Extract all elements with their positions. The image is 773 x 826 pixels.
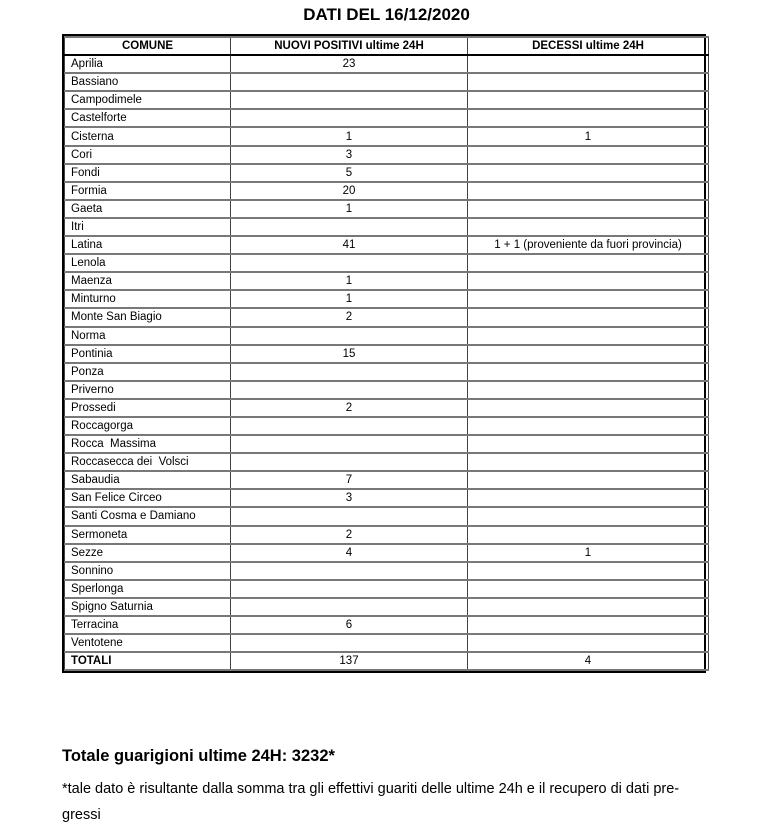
decessi-cell: 1 <box>468 127 709 145</box>
decessi-cell <box>468 489 709 507</box>
decessi-cell <box>468 435 709 453</box>
table-row <box>65 146 709 164</box>
decessi-cell <box>468 363 709 381</box>
decessi-cell <box>468 453 709 471</box>
decessi-cell <box>468 634 709 652</box>
positivi-cell <box>231 73 468 91</box>
decessi-cell <box>468 254 709 272</box>
decessi-cell <box>468 218 709 236</box>
comune-cell: Terracina <box>65 616 231 634</box>
comune-cell: Roccagorga <box>65 417 231 435</box>
decessi-cell <box>468 399 709 417</box>
data-table <box>64 36 709 671</box>
table-row <box>65 345 709 363</box>
table-row <box>65 417 709 435</box>
footer-note-line-2: gressi <box>62 807 101 823</box>
comune-cell: Norma <box>65 327 231 345</box>
table-row <box>65 182 709 200</box>
comune-cell: Sperlonga <box>65 580 231 598</box>
table-row <box>65 272 709 290</box>
positivi-cell <box>231 562 468 580</box>
comune-cell: Fondi <box>65 164 231 182</box>
decessi-cell <box>468 109 709 127</box>
decessi-cell <box>468 526 709 544</box>
table-row <box>65 308 709 326</box>
comune-cell: Prossedi <box>65 399 231 417</box>
positivi-cell: 1 <box>231 272 468 290</box>
decessi-cell <box>468 164 709 182</box>
table-row <box>65 363 709 381</box>
decessi-cell <box>468 507 709 525</box>
comune-cell: Formia <box>65 182 231 200</box>
comune-cell: Cisterna <box>65 127 231 145</box>
table-row <box>65 164 709 182</box>
table-row <box>65 399 709 417</box>
positivi-cell: 3 <box>231 489 468 507</box>
header-cell-nuovi-positivi: NUOVI POSITIVI ultime 24H <box>231 37 468 55</box>
table-row <box>65 109 709 127</box>
decessi-cell <box>468 562 709 580</box>
table-row <box>65 616 709 634</box>
comune-cell: Pontinia <box>65 345 231 363</box>
decessi-cell: 1 <box>468 544 709 562</box>
footer-note-line-1: *tale dato è risultante dalla somma tra gli effettivi guariti delle ultime 24h e il recupero di dati pre- <box>62 781 680 797</box>
comune-cell: Monte San Biagio <box>65 308 231 326</box>
decessi-cell <box>468 471 709 489</box>
positivi-cell: 15 <box>231 345 468 363</box>
table-row <box>65 544 709 562</box>
decessi-cell <box>468 182 709 200</box>
header-cell-decessi: DECESSI ultime 24H <box>468 37 709 55</box>
comune-cell: Ventotene <box>65 634 231 652</box>
positivi-cell: 6 <box>231 616 468 634</box>
positivi-cell <box>231 507 468 525</box>
table-row <box>65 598 709 616</box>
totals-label-cell: TOTALI <box>65 652 231 670</box>
positivi-cell <box>231 91 468 109</box>
positivi-cell: 7 <box>231 471 468 489</box>
table-row <box>65 73 709 91</box>
decessi-cell <box>468 308 709 326</box>
page-title: DATI DEL 16/12/2020 <box>303 5 470 24</box>
decessi-cell <box>468 381 709 399</box>
decessi-cell <box>468 73 709 91</box>
table-row <box>65 200 709 218</box>
positivi-cell: 2 <box>231 308 468 326</box>
positivi-cell <box>231 109 468 127</box>
comune-cell: Maenza <box>65 272 231 290</box>
positivi-cell: 23 <box>231 55 468 73</box>
comune-cell: Santi Cosma e Damiano <box>65 507 231 525</box>
comune-cell: Minturno <box>65 290 231 308</box>
decessi-cell <box>468 272 709 290</box>
positivi-cell: 5 <box>231 164 468 182</box>
positivi-cell <box>231 453 468 471</box>
table-row <box>65 290 709 308</box>
positivi-cell <box>231 580 468 598</box>
table-row <box>65 489 709 507</box>
table-row <box>65 127 709 145</box>
positivi-cell: 4 <box>231 544 468 562</box>
decessi-cell <box>468 55 709 73</box>
table-header-row <box>65 37 709 55</box>
table-row <box>65 236 709 254</box>
table-row <box>65 435 709 453</box>
table-row <box>65 55 709 73</box>
decessi-cell <box>468 580 709 598</box>
comune-cell: Sonnino <box>65 562 231 580</box>
comune-cell: Roccasecca dei Volsci <box>65 453 231 471</box>
decessi-cell <box>468 327 709 345</box>
comune-cell: Rocca Massima <box>65 435 231 453</box>
comune-cell: Priverno <box>65 381 231 399</box>
positivi-cell: 2 <box>231 399 468 417</box>
decessi-cell <box>468 290 709 308</box>
table-body <box>65 55 709 670</box>
positivi-cell <box>231 435 468 453</box>
table-row <box>65 507 709 525</box>
table-row <box>65 327 709 345</box>
comune-cell: Aprilia <box>65 55 231 73</box>
decessi-cell <box>468 91 709 109</box>
comune-cell: Gaeta <box>65 200 231 218</box>
table-row <box>65 91 709 109</box>
footer-recoveries-line: Totale guarigioni ultime 24H: 3232* <box>62 747 335 765</box>
comune-cell: Latina <box>65 236 231 254</box>
positivi-cell <box>231 327 468 345</box>
positivi-cell <box>231 218 468 236</box>
positivi-cell: 20 <box>231 182 468 200</box>
positivi-cell: 1 <box>231 200 468 218</box>
decessi-cell <box>468 200 709 218</box>
table-row <box>65 634 709 652</box>
decessi-cell <box>468 616 709 634</box>
positivi-cell: 2 <box>231 526 468 544</box>
decessi-cell: 1 + 1 (proveniente da fuori provincia) <box>468 236 709 254</box>
comune-cell: Campodimele <box>65 91 231 109</box>
totals-row <box>65 652 709 670</box>
table-row <box>65 562 709 580</box>
comune-cell: Bassiano <box>65 73 231 91</box>
comune-cell: Cori <box>65 146 231 164</box>
decessi-cell <box>468 345 709 363</box>
totals-decessi-cell: 4 <box>468 652 709 670</box>
comune-cell: Castelforte <box>65 109 231 127</box>
table-row <box>65 254 709 272</box>
header-cell-comune: COMUNE <box>65 37 231 55</box>
positivi-cell <box>231 634 468 652</box>
comune-cell: Sabaudia <box>65 471 231 489</box>
positivi-cell <box>231 598 468 616</box>
positivi-cell: 41 <box>231 236 468 254</box>
data-table-wrapper <box>62 34 706 673</box>
positivi-cell: 1 <box>231 127 468 145</box>
table-row <box>65 453 709 471</box>
table-row <box>65 526 709 544</box>
decessi-cell <box>468 598 709 616</box>
positivi-cell <box>231 417 468 435</box>
table-row <box>65 580 709 598</box>
positivi-cell <box>231 363 468 381</box>
decessi-cell <box>468 417 709 435</box>
comune-cell: Itri <box>65 218 231 236</box>
positivi-cell: 3 <box>231 146 468 164</box>
positivi-cell <box>231 381 468 399</box>
table-row <box>65 218 709 236</box>
positivi-cell: 1 <box>231 290 468 308</box>
totals-positivi-cell: 137 <box>231 652 468 670</box>
comune-cell: Sezze <box>65 544 231 562</box>
comune-cell: San Felice Circeo <box>65 489 231 507</box>
comune-cell: Ponza <box>65 363 231 381</box>
decessi-cell <box>468 146 709 164</box>
footer-note <box>62 776 679 826</box>
comune-cell: Spigno Saturnia <box>65 598 231 616</box>
comune-cell: Sermoneta <box>65 526 231 544</box>
table-row <box>65 471 709 489</box>
positivi-cell <box>231 254 468 272</box>
table-row <box>65 381 709 399</box>
comune-cell: Lenola <box>65 254 231 272</box>
